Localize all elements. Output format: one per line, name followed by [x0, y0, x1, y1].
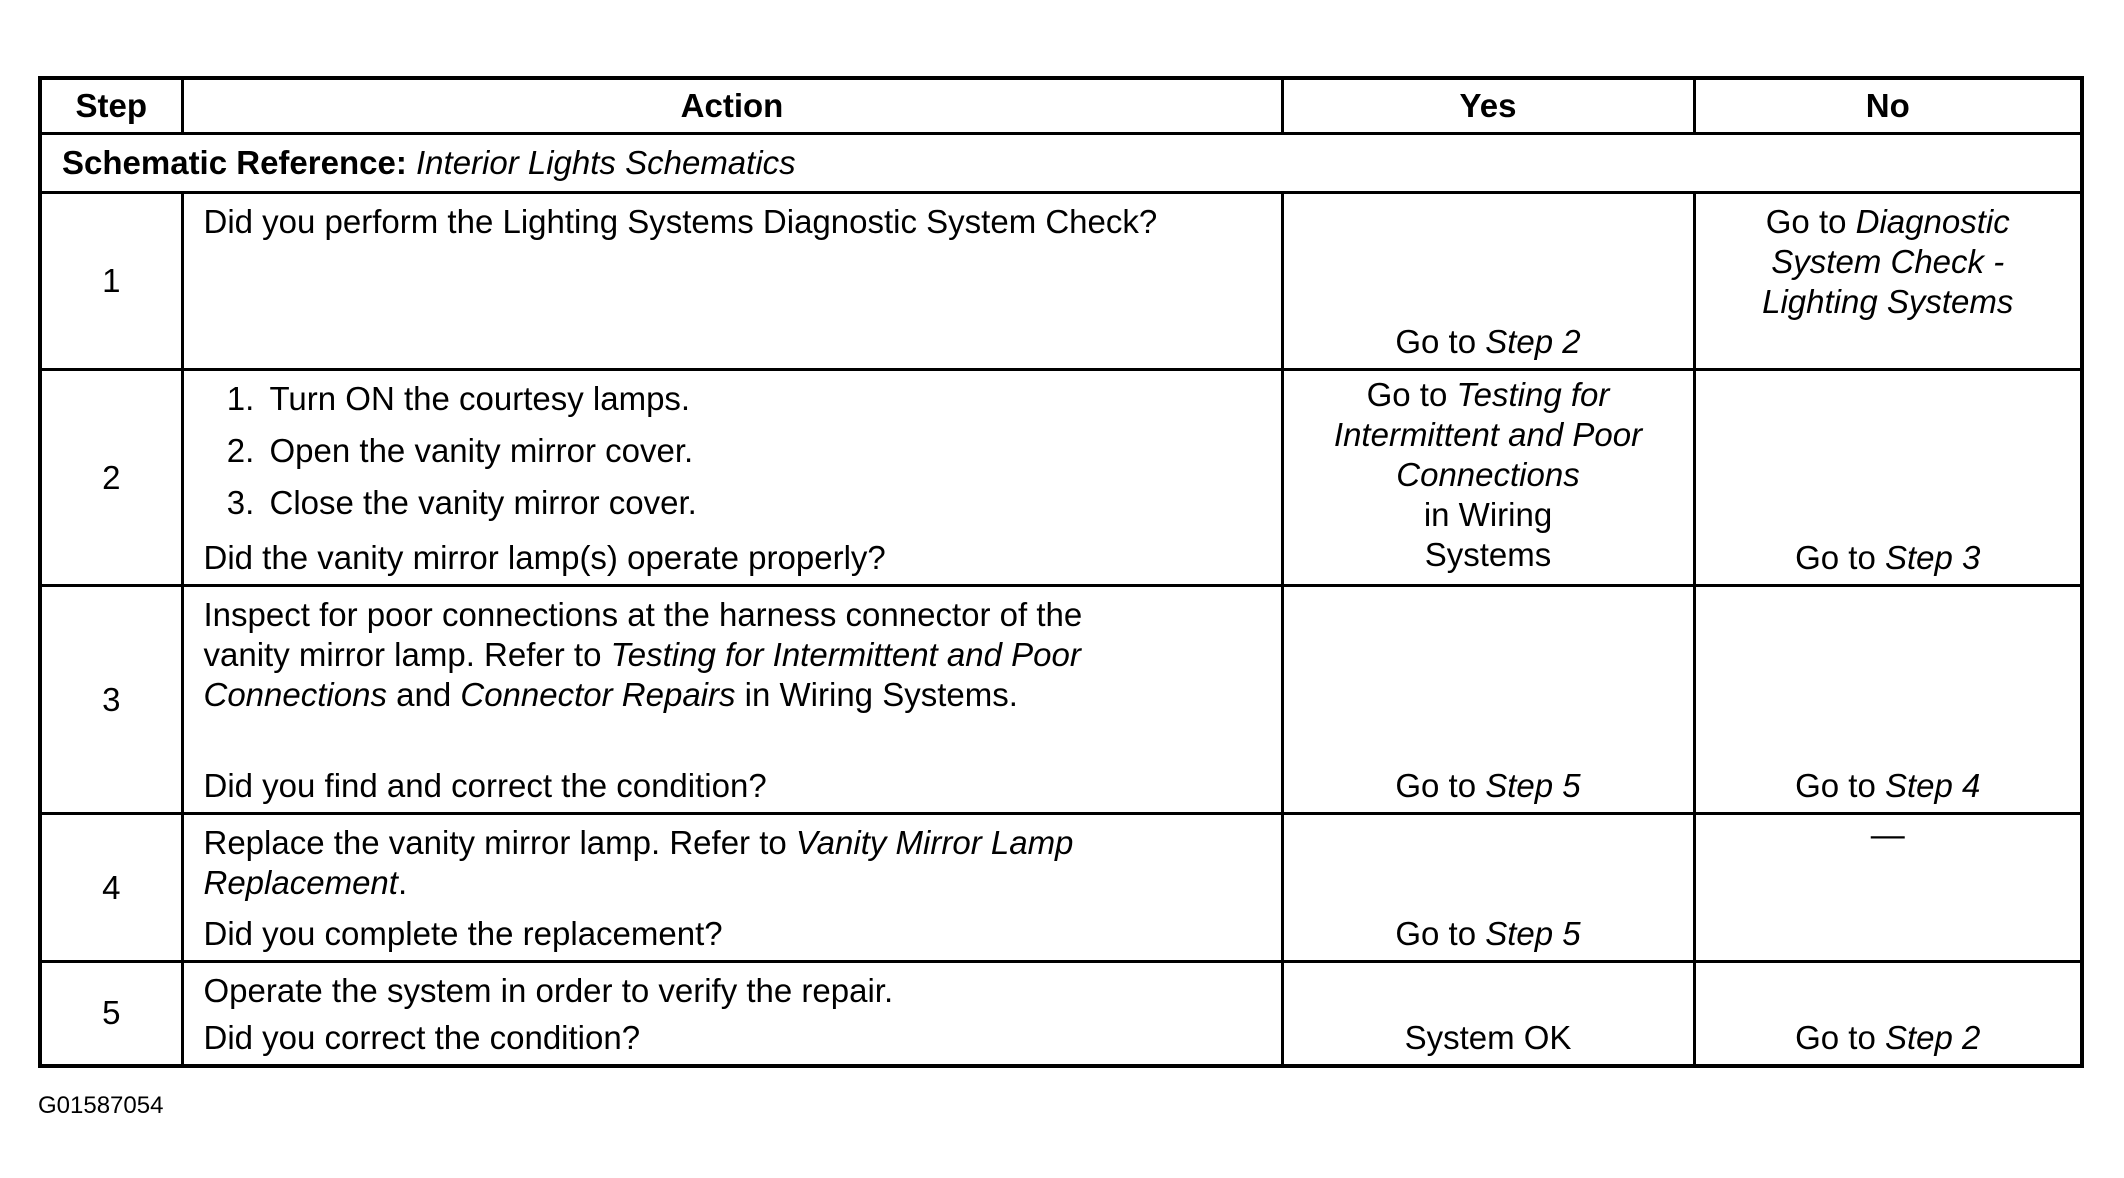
header-action: Action: [182, 78, 1282, 134]
schematic-reference-link[interactable]: Interior Lights Schematics: [416, 144, 796, 181]
yes-outcome: [1284, 766, 1693, 812]
no-outcome: [1696, 766, 2081, 812]
action-line: .: [397, 864, 408, 901]
no-outcome: [1696, 538, 2081, 584]
yes-prefix: Go to: [1395, 767, 1477, 804]
no-cell: [1694, 370, 2082, 586]
no-prefix: Go to: [1765, 203, 1847, 240]
yes-cell: [1282, 586, 1694, 814]
schematic-reference-label: Schematic Reference:: [62, 144, 407, 181]
yes-outcome: [1284, 371, 1693, 575]
no-link[interactable]: Step 3: [1884, 539, 1981, 576]
action-text: [184, 815, 1281, 911]
no-outcome: —: [1870, 816, 1905, 854]
yes-link[interactable]: Step 5: [1485, 915, 1581, 952]
action-cell: [182, 193, 1282, 370]
yes-link[interactable]: Testing for: [1456, 376, 1610, 413]
action-text: [184, 587, 1281, 723]
table-row: [40, 193, 2082, 370]
step-number: 5: [40, 962, 182, 1066]
action-line: and: [386, 676, 461, 713]
action-cell: [182, 586, 1282, 814]
yes-cell: [1282, 193, 1694, 370]
no-prefix: Go to: [1795, 539, 1876, 576]
yes-outcome: [1284, 322, 1693, 368]
yes-prefix: Go to: [1395, 915, 1477, 952]
yes-link[interactable]: Connections: [1396, 456, 1580, 493]
diagnostic-table: [38, 76, 2084, 1068]
yes-suffix: Systems: [1424, 536, 1552, 573]
action-cell: [182, 814, 1282, 962]
schematic-reference: [40, 134, 2082, 193]
action-cell: [182, 370, 1282, 586]
action-line: in Wiring Systems.: [735, 676, 1018, 713]
no-link[interactable]: System Check -: [1771, 243, 2005, 280]
yes-outcome: [1284, 914, 1693, 960]
no-outcome: [1696, 194, 2081, 322]
yes-cell: [1282, 370, 1694, 586]
action-line: vanity mirror lamp. Refer to: [203, 636, 611, 673]
action-text: Did you perform the Lighting Systems Diagnostic System Check?: [203, 203, 1158, 240]
action-line: Inspect for poor connections at the harness connector of the: [203, 596, 1083, 633]
no-link[interactable]: Diagnostic: [1855, 203, 2010, 240]
action-question: Did you correct the condition?: [203, 1018, 641, 1056]
no-cell: [1694, 814, 2082, 962]
header-no: No: [1694, 78, 2082, 134]
no-outcome: [1696, 1018, 2081, 1064]
action-question: Did the vanity mirror lamp(s) operate properly?: [203, 539, 886, 576]
no-link[interactable]: Lighting Systems: [1762, 283, 2014, 320]
table-row: [40, 962, 2082, 1066]
yes-link[interactable]: Intermittent and Poor: [1333, 416, 1643, 453]
action-step-list: [184, 379, 1281, 523]
yes-cell: [1282, 962, 1694, 1066]
no-link[interactable]: Step 4: [1884, 767, 1981, 804]
action-line: Replace the vanity mirror lamp. Refer to: [203, 824, 796, 861]
action-text: Operate the system in order to verify the repair.: [203, 972, 894, 1009]
reference-link[interactable]: Testing for Intermittent and Poor: [610, 636, 1081, 673]
yes-outcome: System OK: [1404, 1018, 1572, 1056]
figure-id: G01587054: [38, 1092, 164, 1119]
yes-cell: [1282, 814, 1694, 962]
table-row: [40, 586, 2082, 814]
reference-link[interactable]: Connector Repairs: [460, 676, 736, 713]
step-number: 3: [40, 586, 182, 814]
no-prefix: Go to: [1795, 767, 1876, 804]
yes-prefix: Go to: [1366, 376, 1448, 413]
table-row: [40, 370, 2082, 586]
table-row: [40, 814, 2082, 962]
action-cell: [182, 962, 1282, 1066]
header-row: [40, 78, 2082, 134]
list-item: 3. Close the vanity mirror cover.: [264, 483, 1281, 523]
step-number: 4: [40, 814, 182, 962]
step-number: 2: [40, 370, 182, 586]
no-cell: [1694, 586, 2082, 814]
no-link[interactable]: Step 2: [1884, 1018, 1981, 1056]
yes-link[interactable]: Step 2: [1485, 323, 1581, 360]
no-cell: [1694, 962, 2082, 1066]
list-item: 1. Turn ON the courtesy lamps.: [264, 379, 1281, 419]
header-step: Step: [40, 78, 182, 134]
step-number: 1: [40, 193, 182, 370]
yes-suffix: in Wiring: [1423, 496, 1553, 533]
header-yes: Yes: [1282, 78, 1694, 134]
no-cell: [1694, 193, 2082, 370]
schematic-reference-row: [40, 134, 2082, 193]
action-question: Did you find and correct the condition?: [203, 767, 767, 804]
yes-prefix: Go to: [1395, 323, 1477, 360]
reference-link[interactable]: Connections: [203, 676, 387, 713]
no-prefix: Go to: [1795, 1018, 1876, 1056]
reference-link[interactable]: Vanity Mirror Lamp Replacement: [203, 824, 1074, 901]
list-item: 2. Open the vanity mirror cover.: [264, 431, 1281, 471]
yes-link[interactable]: Step 5: [1485, 767, 1581, 804]
action-question: Did you complete the replacement?: [203, 915, 723, 952]
